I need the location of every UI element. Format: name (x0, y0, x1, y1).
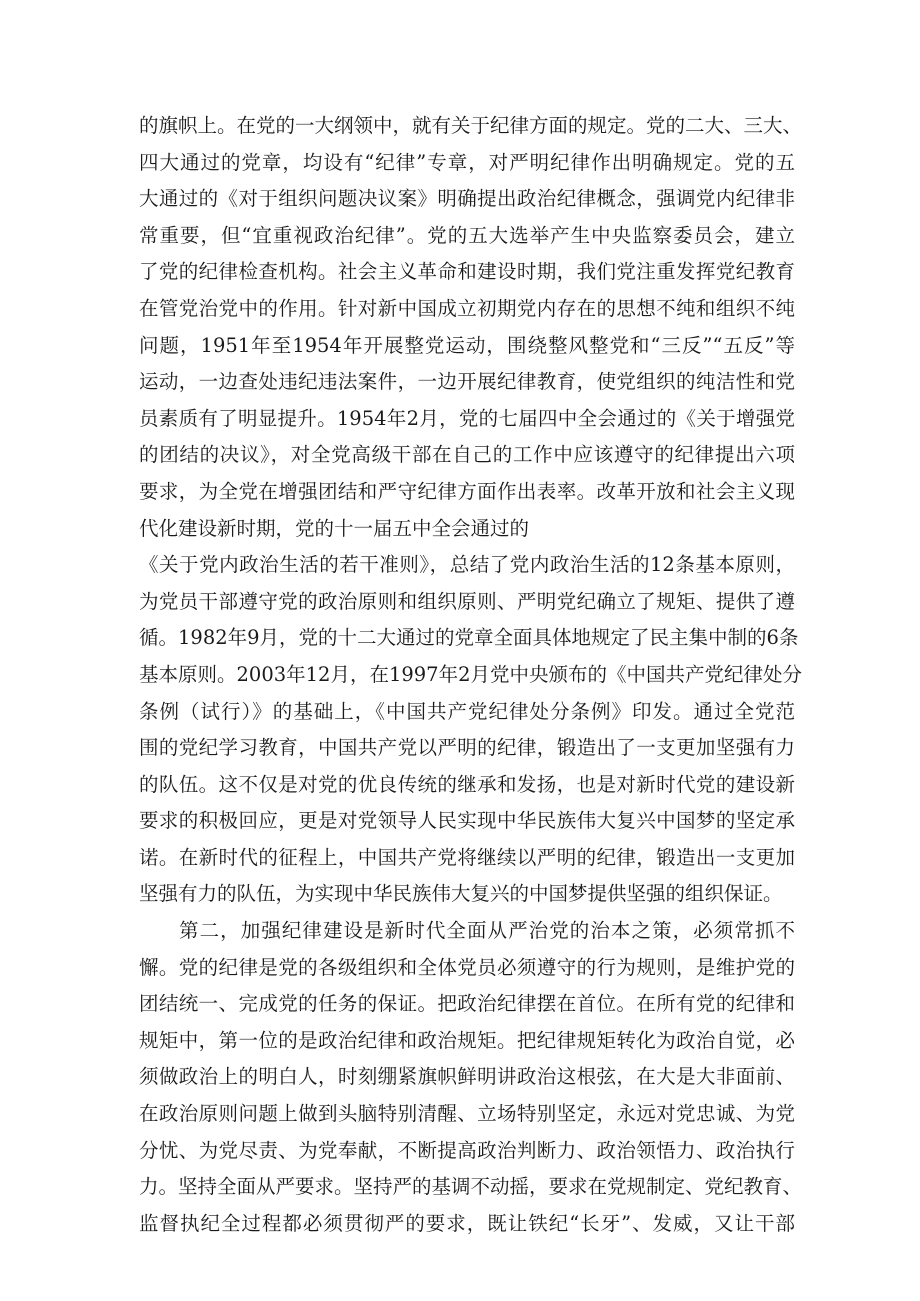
text-line: 力。坚持全面从严要求。坚持严的基调不动摇，要求在党规制定、党纪教育、 (139, 1175, 803, 1199)
text-line: 员素质有了明显提升。1954年2月，党的七届四中全会通过的《关于增强党 (139, 406, 795, 430)
text-line: 常重要，但“宜重视政治纪律”。党的五大选举产生中央监察委员会，建立 (139, 223, 795, 247)
text-line: 为党员干部遵守党的政治原则和组织原则、严明党纪确立了规矩、提供了遵 (139, 589, 795, 613)
text-line: 了党的纪律检查机构。社会主义革命和建设时期，我们党注重发挥党纪教育 (139, 260, 795, 284)
text-line: 要求，为全党在增强团结和严守纪律方面作出表率。改革开放和社会主义现 (139, 479, 795, 503)
text-line: 的旗帜上。在党的一大纲领中，就有关于纪律方面的规定。党的二大、三大、 (139, 114, 803, 137)
text-line: 须做政治上的明白人，时刻绷紧旗帜鲜明讲政治这根弦，在大是大非面前、 (139, 1065, 795, 1089)
text-line: 循。1982年9月，党的十二大通过的党章全面具体地规定了民主集中制的6条 (139, 626, 799, 650)
text-line: 运动，一边查处违纪违法案件，一边开展纪律教育，使党组织的纯洁性和党 (139, 370, 795, 394)
text-line: 懈。党的纪律是党的各级组织和全体党员必须遵守的行为规则，是维护党的 (139, 955, 795, 979)
text-line: 问题，1951年至1954年开展整党运动，围绕整风整党和“三反”“五反”等 (139, 333, 795, 357)
body-text (139, 108, 803, 1242)
text-line: 的队伍。这不仅是对党的优良传统的继承和发扬，也是对新时代党的建设新 (139, 772, 795, 796)
text-line: 在管党治党中的作用。针对新中国成立初期党内存在的思想不纯和组织不纯 (139, 296, 795, 320)
text-line: 要求的积极回应，更是对党领导人民实现中华民族伟大复兴中国梦的坚定承 (139, 809, 795, 833)
text-line: 四大通过的党章，均设有“纪律”专章，对严明纪律作出明确规定。党的五 (139, 150, 795, 174)
text-line: 团结统一、完成党的任务的保证。把政治纪律摆在首位。在所有党的纪律和 (139, 992, 795, 1016)
text-line: 大通过的《对于组织问题决议案》明确提出政治纪律概念，强调党内纪律非 (139, 187, 795, 211)
paragraph-first-line: 第二，加强纪律建设是新时代全面从严治党的治本之策，必须常抓不 (179, 919, 795, 943)
text-line: 诺。在新时代的征程上，中国共产党将继续以严明的纪律，锻造出一支更加 (139, 845, 795, 869)
text-line: 坚强有力的队伍，为实现中华民族伟大复兴的中国梦提供坚强的组织保证。 (139, 882, 783, 906)
text-line: 围的党纪学习教育，中国共产党以严明的纪律，锻造出了一支更加坚强有力 (139, 736, 795, 760)
text-line: 条例（试行）》的基础上，《中国共产党纪律处分条例》印发。通过全党范 (139, 699, 795, 723)
text-line: 分忧、为党尽责、为党奉献，不断提高政治判断力、政治领悟力、政治执行 (139, 1138, 795, 1162)
text-line: 在政治原则问题上做到头脑特别清醒、立场特别坚定，永远对党忠诚、为党 (139, 1102, 795, 1126)
text-line: 规矩中，第一位的是政治纪律和政治规矩。把纪律规矩转化为政治自觉，必 (139, 1028, 795, 1052)
text-line: 的团结的决议》，对全党高级干部在自己的工作中应该遵守的纪律提出六项 (139, 443, 795, 467)
text-line: 基本原则。2003年12月，在1997年2月党中央颁布的《中国共产党纪律处分 (139, 662, 802, 686)
text-line: 监督执纪全过程都必须贯彻严的要求，既让铁纪“长牙”、发威，又让干部 (139, 1211, 795, 1235)
text-line: 《关于党内政治生活的若干准则》，总结了党内政治生活的12条基本原则， (139, 553, 795, 577)
text-line: 代化建设新时期，党的十一届五中全会通过的 (139, 516, 530, 540)
